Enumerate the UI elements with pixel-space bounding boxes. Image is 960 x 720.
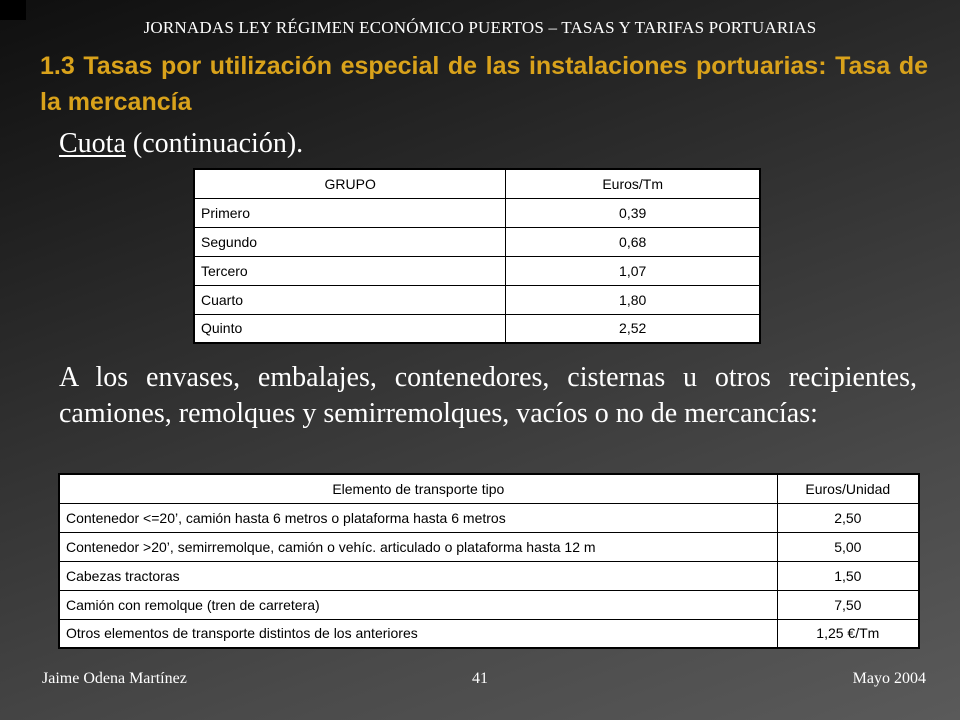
section-title: 1.3 Tasas por utilización especial de las instalaciones portuarias: Tasa de la mercancía <box>40 52 928 116</box>
column-header-euros-tm: Euros/Tm <box>506 169 760 198</box>
element-rate: 2,50 <box>777 503 919 532</box>
table-row <box>59 561 919 590</box>
footer-author: Jaime Odena Martínez <box>42 670 187 687</box>
table-row <box>194 314 760 343</box>
element-description: Cabezas tractoras <box>59 561 777 590</box>
element-rate: 1,25 €/Tm <box>777 619 919 648</box>
table-row <box>194 285 760 314</box>
table-header-row <box>59 474 919 503</box>
footer-page-number: 41 <box>472 670 488 687</box>
element-description: Contenedor <=20’, camión hasta 6 metros o plataforma hasta 6 metros <box>59 503 777 532</box>
table-row <box>59 590 919 619</box>
table-row <box>194 256 760 285</box>
table-row <box>59 619 919 648</box>
groups-table <box>193 168 761 344</box>
group-rate: 0,68 <box>506 227 760 256</box>
table-row <box>194 198 760 227</box>
group-name: Quinto <box>194 314 506 343</box>
group-name: Primero <box>194 198 506 227</box>
table-row <box>59 503 919 532</box>
subtitle-underlined: Cuota <box>59 128 126 159</box>
group-name: Tercero <box>194 256 506 285</box>
column-header-euros-unit: Euros/Unidad <box>777 474 919 503</box>
group-rate: 0,39 <box>506 198 760 227</box>
header-title: JORNADAS LEY RÉGIMEN ECONÓMICO PUERTOS – TASAS Y TARIFAS PORTUARIAS <box>143 18 817 37</box>
column-header-group: GRUPO <box>194 169 506 198</box>
element-description: Camión con remolque (tren de carretera) <box>59 590 777 619</box>
group-rate: 1,80 <box>506 285 760 314</box>
element-description: Contenedor >20’, semirremolque, camión o vehíc. articulado o plataforma hasta 12 m <box>59 532 777 561</box>
table-row <box>59 532 919 561</box>
group-name: Segundo <box>194 227 506 256</box>
table-row <box>194 227 760 256</box>
element-description: Otros elementos de transporte distintos de los anteriores <box>59 619 777 648</box>
group-rate: 2,52 <box>506 314 760 343</box>
column-header-element: Elemento de transporte tipo <box>59 474 777 503</box>
table-header-row <box>194 169 760 198</box>
body-paragraph: A los envases, embalajes, contenedores, cisternas u otros recipientes, camiones, remolques y semirremolques, vacíos o no de mercancías: <box>59 362 917 429</box>
element-rate: 5,00 <box>777 532 919 561</box>
subtitle-rest: (continuación). <box>125 128 304 159</box>
subtitle <box>59 128 303 160</box>
group-name: Cuarto <box>194 285 506 314</box>
group-rate: 1,07 <box>506 256 760 285</box>
transport-table <box>58 473 920 649</box>
footer-date: Mayo 2004 <box>852 670 926 687</box>
element-rate: 1,50 <box>777 561 919 590</box>
corner-decoration <box>0 0 26 20</box>
element-rate: 7,50 <box>777 590 919 619</box>
